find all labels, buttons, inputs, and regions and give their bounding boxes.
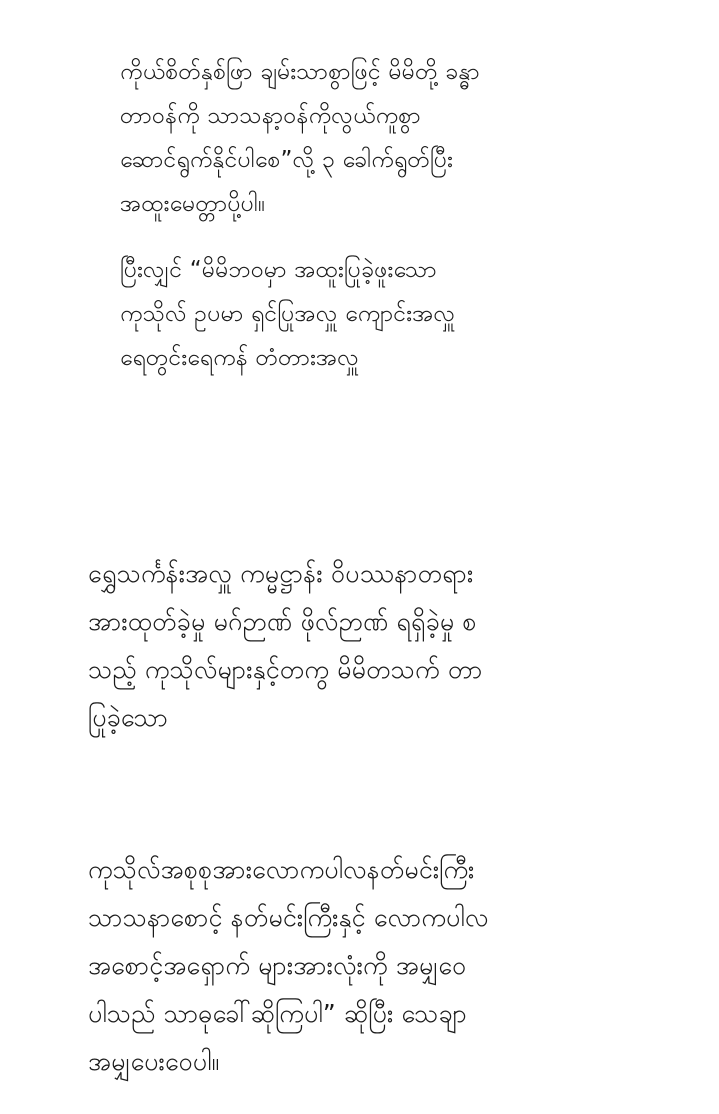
paragraph-line: ရေတွင်းရေကန် တံတားအလှူ: [120, 345, 360, 371]
paragraph-line: ဆောင်ရွက်နိုင်ပါစေ”လို့ ၃ ခေါက်ရွတ်ပြီး: [120, 147, 453, 173]
paragraph-line: ကုသိုလ် ဥပမာ ရှင်ပြုအလှူ ကျောင်းအလှူ: [120, 301, 456, 327]
paragraph-2: [120, 248, 455, 380]
paragraph-1: [120, 50, 480, 226]
paragraph-line: အစောင့်အရှောက် များအားလုံးကို အမျှဝေ: [88, 951, 467, 980]
paragraph-3: [88, 550, 483, 742]
paragraph-line: သာသနာစောင့် နတ်မင်းကြီးနှင့် လောကပါလ: [88, 903, 489, 932]
paragraph-line: အမျှပေးဝေပါ။: [88, 1047, 220, 1076]
paragraph-4: [88, 846, 488, 1086]
paragraph-line: ရွှေသင်္ကန်းအလှူ ကမ္မဋ္ဌာန်း ဝိပဿနာတရား: [88, 559, 474, 588]
paragraph-line: ပြုခဲ့သော: [88, 703, 169, 732]
paragraph-line: ကုသိုလ်အစုစုအားလောကပါလနတ်မင်းကြီး: [88, 855, 475, 884]
paragraph-line: တာဝန်ကို သာသနာ့ဝန်ကိုလွယ်ကူစွာ: [120, 103, 421, 129]
paragraph-line: သည့် ကုသိုလ်များနှင့်တကွ မိမိတသက် တာ: [88, 655, 483, 684]
paragraph-line: ပါသည် သာဓုခေါ်ဆိုကြပါ” ဆိုပြီး သေချာ: [88, 999, 468, 1028]
paragraph-line: အားထုတ်ခဲ့မှု မဂ်ဉာဏ် ဖိုလ်ဉာဏ် ရရှိခဲ့မှု စ: [88, 607, 477, 636]
paragraph-line: ကိုယ်စိတ်နှစ်ဖြာ ချမ်းသာစွာဖြင့် မိမိတို့ ခန္ဓာ: [120, 59, 480, 85]
paragraph-line: အထူးမေတ္တာပို့ပါ။: [120, 191, 266, 217]
paragraph-line: ပြီးလျှင် “မိမိဘဝမှာ အထူးပြုခဲ့ဖူးသော: [120, 257, 437, 283]
